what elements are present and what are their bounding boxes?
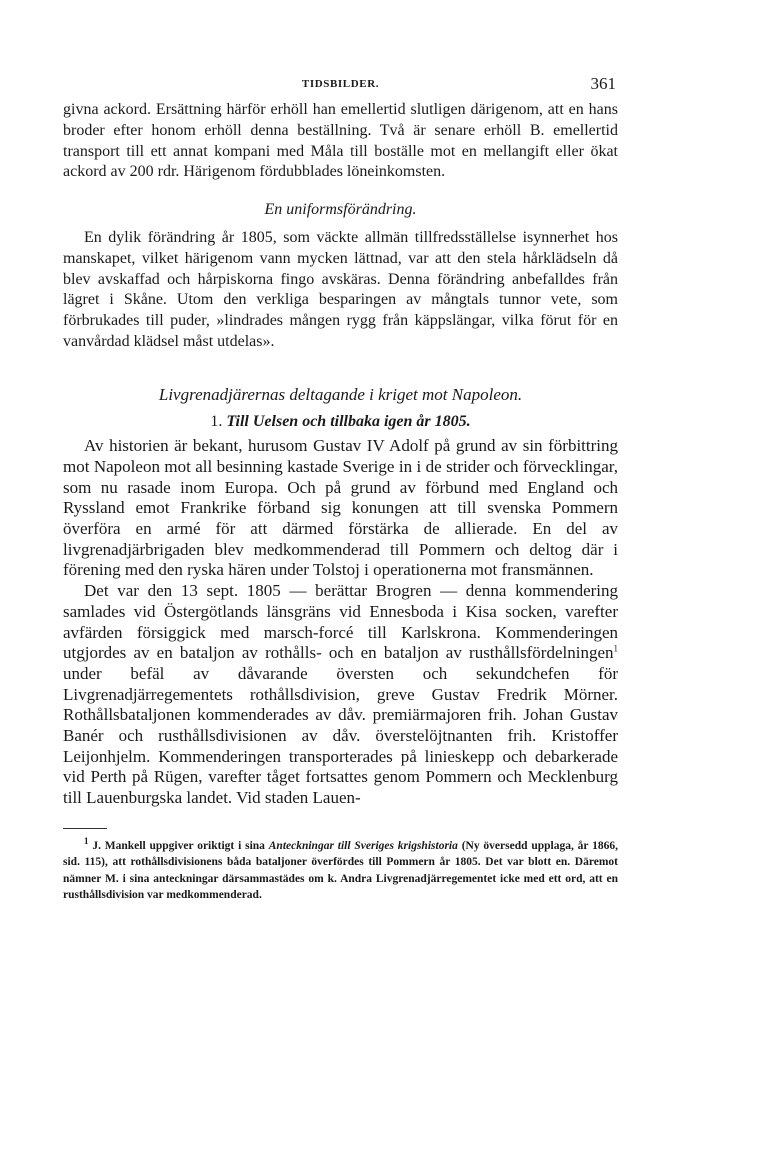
book-page [63, 74, 618, 903]
subsection-number: 1. [210, 413, 223, 431]
footnote-text-part: J. Mankell uppgiver oriktigt i sina [92, 839, 269, 852]
chapter-heading: Livgrenadjärernas deltagande i kriget mot Napoleon. [158, 384, 523, 404]
footnote-title: Anteckningar till Sveriges krigshistoria [268, 839, 458, 852]
footnote [63, 838, 618, 904]
section-previous [63, 100, 618, 353]
subsection-heading [63, 412, 618, 433]
footnote-divider [63, 828, 107, 829]
paragraph [63, 581, 618, 809]
running-head: TIDSBILDER. [301, 78, 380, 90]
section-main [63, 436, 618, 809]
footnote-text-part: (Ny översedd upplaga, år 1866, sid. 115), att rothållsdivisionens båda bataljoner överfördes till Pommern år 1805. Det var blott en. Däremot nämner M. i sina anteckningar därsammastädes om k. Andra Livgrenadjärregementet icke med ett ord, att en rusthållsdivision var medkommenderad. [63, 839, 618, 902]
page-number: 361 [590, 74, 616, 93]
footnote-marker: 1 [84, 836, 89, 846]
paragraph: Av historien är bekant, hurusom Gustav IV Adolf på grund av sin förbittring mot Napoleon mot all besinning kastade Sverige in i de strider och förvecklingar, som nu rasade inom Europa. Och på grund av förbund med England och Ryssland emot Frankrike förband sig konungen att till svenska Pommern överföra en armé för att därmed förstärka de allierade. En del av livgrenadjärbrigaden blev medkommenderad till Pommern och deltog där i förening med den ryska hären under Tolstoj i operationerna mot fransmännen. [63, 436, 618, 580]
paragraph: givna ackord. Ersättning härför erhöll han emellertid slutligen därigenom, att en hans broder efter honom erhöll denna beställning. Två är senare erhöll B. emellertid transport till ett annat kompani med Måla till boställe mot en mellangift eller ökat ackord av 200 rdr. Härigenom fördubblades löneinkomsten. [63, 101, 618, 181]
subsection-title: Till Uelsen och tillbaka igen år 1805. [226, 413, 471, 431]
section-heading: En uniformsförändring. [264, 201, 417, 219]
footnote-text [63, 838, 618, 904]
footnote-reference[interactable]: 1 [613, 643, 618, 654]
paragraph: En dylik förändring år 1805, som väckte allmän tillfredsställelse isynnerhet hos manskapet, vilket härigenom vann mycken lättnad, var att den stela hårklädseln då blev avskaffad och hårpiskorna fingo avskäras. Denna förändring anbefalldes från lägret i Skåne. Utom den verkliga besparingen av mångtals tunnor vete, som förbrukades till puder, »lindrades mången rygg från käppslängar, vilka förut för en vanvårdad klädsel måst utdelas». [63, 228, 618, 350]
paragraph-text: under befäl av dåvarande översten och sekundchefen för Livgrenadjärregementets rothållsdivision, greve Gustav Fredrik Mörner. Rothållsbataljonen kommenderades av dåv. premiärmajoren frih. Johan Gustav Banér och rusthållsdivisionen av dåv. överstelöjtnanten frih. Kristoffer Leijonhjelm. Kommenderingen transporterades på linieskepp och debarkerade vid Perth på Rügen, varefter tåget fortsattes genom Pommern och Mecklenburg till Lauenburgska landet. Vid staden Lauen- [63, 663, 618, 808]
page-header [63, 74, 618, 100]
paragraph-text: Det var den 13 sept. 1805 — berättar Brogren — denna kommendering samlades vid Östergötlands länsgräns vid Ennesboda i Kisa socken, varefter avfärden försiggick med marsch-forcé till Karlskrona. Kommenderingen utgjordes av en bataljon av rothålls- och en bataljon av rusthållsfördelningen [63, 581, 618, 663]
